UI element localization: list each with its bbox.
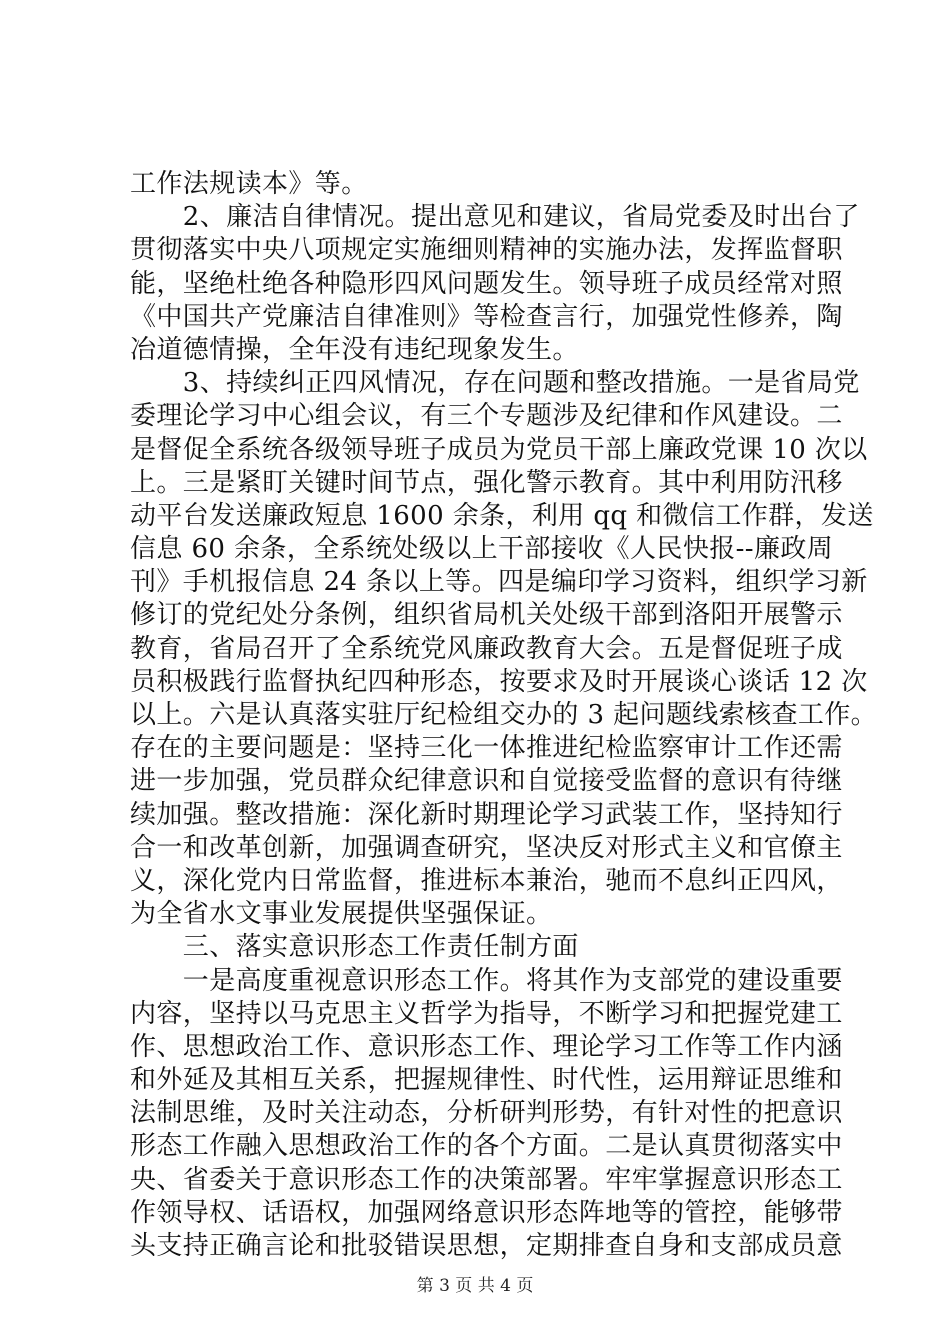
page-number-footer: 第 3 页 共 4 页 — [416, 1276, 534, 1296]
text-line: 作领导权、话语权，加强网络意识形态阵地等的管控，能够带 — [130, 1197, 843, 1228]
text-line: 和外延及其相互关系，把握规律性、时代性，运用辩证思维和 — [130, 1065, 843, 1096]
text-line: 刊》手机报信息 24 条以上等。四是编印学习资料，组织学习新 — [130, 567, 868, 598]
text-line: 动平台发送廉政短息 1600 余条，利用 qq 和微信工作群，发送 — [130, 500, 874, 531]
text-line: 委理论学习中心组会议，有三个专题涉及纪律和作风建设。二 — [130, 401, 843, 432]
text-line: 贯彻落实中央八项规定实施细则精神的实施办法，发挥监督职 — [130, 235, 843, 266]
section-heading: 三、落实意识形态工作责任制方面 — [130, 932, 579, 963]
text-line: 存在的主要问题是：坚持三化一体推进纪检监察审计工作还需 — [130, 733, 843, 764]
text-line: 一是高度重视意识形态工作。将其作为支部党的建设重要 — [130, 965, 843, 996]
document-body — [130, 168, 878, 1263]
text-line: 员积极践行监督执纪四种形态，按要求及时开展谈心谈话 12 次 — [130, 666, 868, 697]
text-line: 为全省水文事业发展提供坚强保证。 — [130, 899, 553, 930]
text-line: 工作法规读本》等。 — [130, 169, 368, 199]
text-line: 修订的党纪处分条例，组织省局机关处级干部到洛阳开展警示 — [130, 600, 843, 631]
text-line: 续加强。整改措施：深化新时期理论学习武装工作，坚持知行 — [130, 799, 843, 830]
text-line: 上。三是紧盯关键时间节点，强化警示教育。其中利用防汛移 — [130, 467, 843, 498]
text-line: 《中国共产党廉洁自律准则》等检查言行，加强党性修养，陶 — [130, 301, 843, 332]
text-line: 央、省委关于意识形态工作的决策部署。牢牢掌握意识形态工 — [130, 1164, 843, 1195]
text-line: 能，坚绝杜绝各种隐形四风问题发生。领导班子成员经常对照 — [130, 268, 843, 299]
text-line: 作、思想政治工作、意识形态工作、理论学习工作等工作内涵 — [130, 1031, 843, 1062]
text-line: 头支持正确言论和批驳错误思想，定期排查自身和支部成员意 — [130, 1231, 843, 1261]
text-line: 3、持续纠正四风情况，存在问题和整改措施。一是省局党 — [130, 368, 860, 399]
text-line: 法制思维，及时关注动态，分析研判形势，有针对性的把意识 — [130, 1098, 843, 1129]
text-line: 合一和改革创新，加强调查研究，坚决反对形式主义和官僚主 — [130, 832, 843, 863]
text-line: 进一步加强，党员群众纪律意识和自觉接受监督的意识有待继 — [130, 766, 843, 797]
text-line: 义，深化党内日常监督，推进标本兼治，驰而不息纠正四风， — [130, 865, 843, 896]
text-line: 形态工作融入思想政治工作的各个方面。二是认真贯彻落实中 — [130, 1131, 843, 1162]
text-line: 是督促全系统各级领导班子成员为党员干部上廉政党课 10 次以 — [130, 434, 868, 465]
text-line: 内容，坚持以马克思主义哲学为指导，不断学习和把握党建工 — [130, 998, 843, 1029]
text-line: 冶道德情操，全年没有违纪现象发生。 — [130, 334, 579, 365]
text-line: 2、廉洁自律情况。提出意见和建议，省局党委及时出台了 — [130, 202, 860, 233]
text-line: 以上。六是认真落实驻厅纪检组交办的 3 起问题线索核查工作。 — [130, 700, 878, 730]
text-line: 信息 60 余条，全系统处级以上干部接收《人民快报--廉政周 — [130, 534, 834, 565]
text-line: 教育，省局召开了全系统党风廉政教育大会。五是督促班子成 — [130, 633, 843, 664]
